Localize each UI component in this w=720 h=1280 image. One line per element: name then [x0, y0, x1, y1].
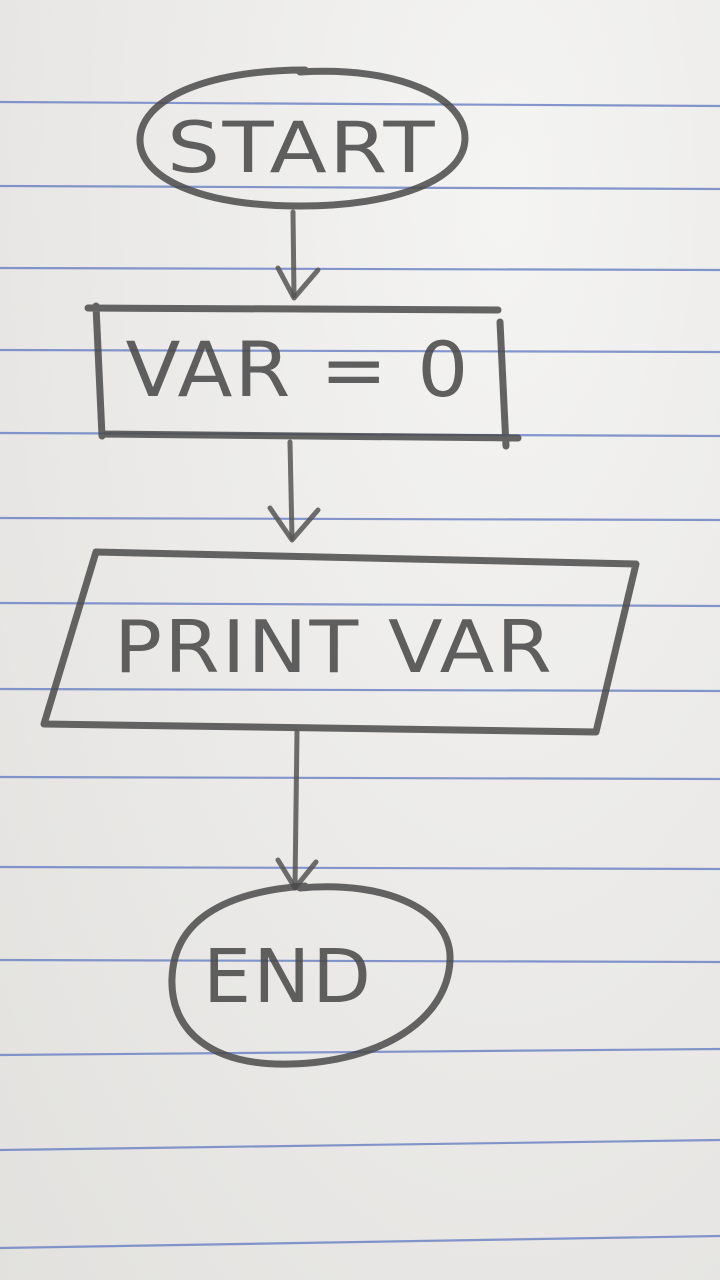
arrow-print-to-end: [278, 732, 316, 888]
end-node: [172, 886, 450, 1064]
print-node: [44, 552, 636, 732]
start-node: [140, 70, 465, 206]
start-label: START: [167, 107, 437, 189]
arrow-head: [278, 268, 318, 298]
arrow-shaft: [290, 442, 292, 538]
arrow-start-to-assign: [278, 212, 318, 298]
assign-node: [88, 306, 518, 446]
assign-label: VAR = 0: [125, 325, 471, 414]
arrow-shaft: [293, 212, 294, 296]
end-label: END: [203, 934, 373, 1020]
print-label: PRINT VAR: [114, 605, 554, 689]
arrow-shaft: [295, 732, 297, 886]
arrow-assign-to-print: [270, 442, 318, 540]
